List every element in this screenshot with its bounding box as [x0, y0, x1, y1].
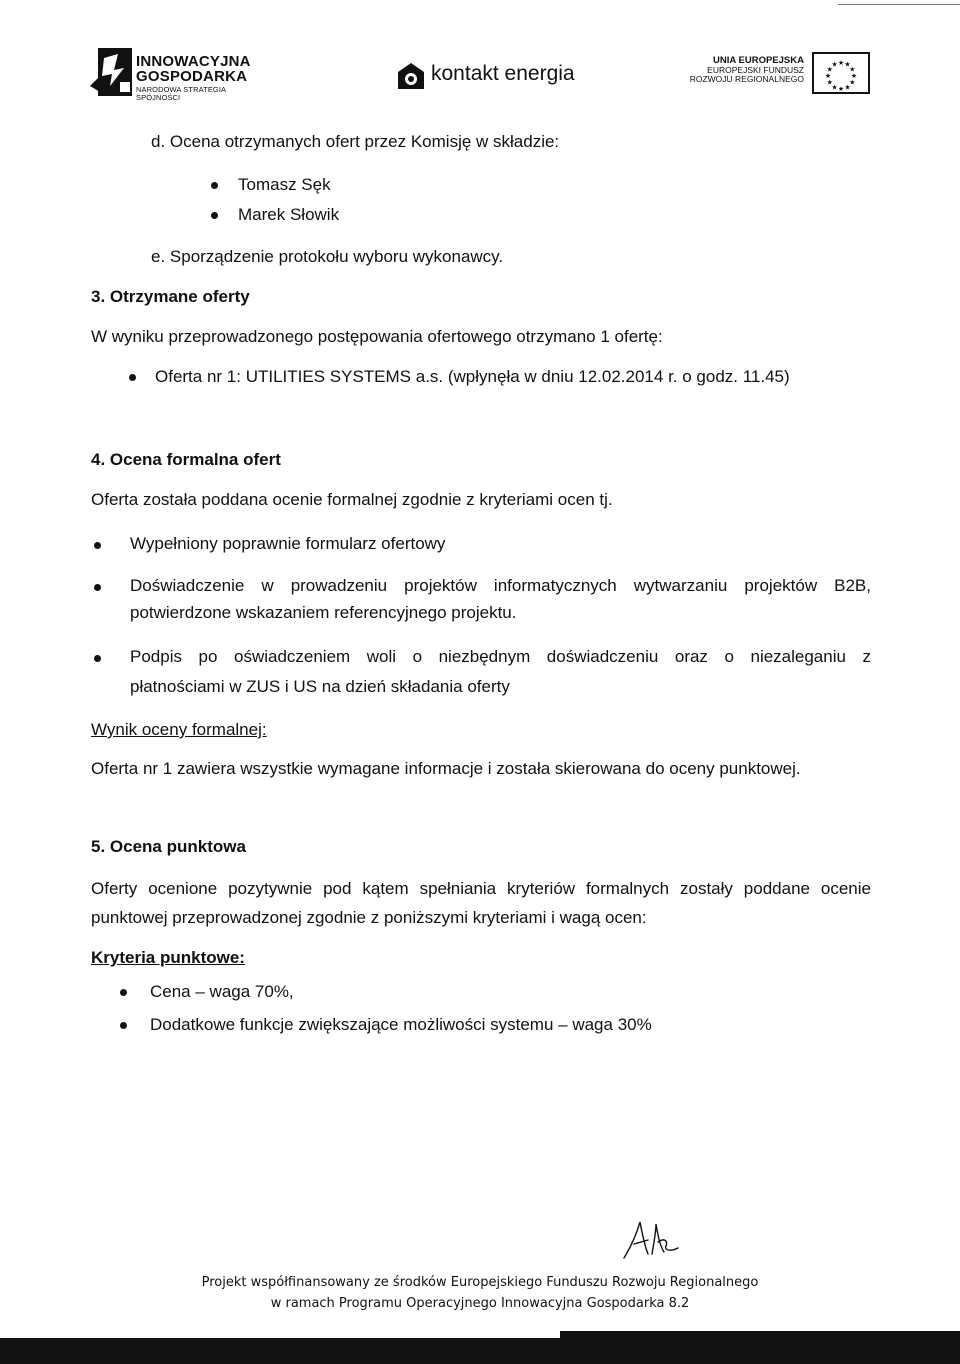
formal-criterion-3-line-1: Podpis po oświadczeniem woli o niezbędnym doświadczeniu oraz o niezaleganiu z: [130, 647, 871, 666]
section-5-intro-line-1: Oferty ocenione pozytywnie pod kątem spełniania kryteriów formalnych zostały poddane ocenie: [91, 879, 871, 898]
scan-top-line: [838, 4, 960, 5]
scan-bottom-bar: [0, 1338, 960, 1364]
kontakt-energia-icon: [397, 62, 425, 90]
handwritten-signature: [618, 1218, 688, 1262]
bullet-icon: [129, 374, 136, 381]
eu-star-icon: ★: [826, 79, 833, 87]
eu-star-icon: ★: [844, 84, 851, 92]
bullet-icon: [94, 655, 101, 662]
point-criteria-label: Kryteria punktowe:: [91, 948, 245, 967]
eu-star-icon: ★: [826, 66, 833, 74]
section-4-title: 4. Ocena formalna ofert: [91, 450, 281, 469]
formal-criterion-2-line-2: potwierdzone wskazaniem referencyjnego projektu.: [130, 603, 517, 622]
ig-logo-line-3: NARODOWA STRATEGIA SPÓJNOŚCI: [136, 85, 226, 102]
eu-star-icon: ★: [837, 86, 845, 92]
section-3-intro: W wyniku przeprowadzonego postępowania ofertowego otrzymano 1 ofertę:: [91, 327, 663, 346]
eu-logo-line-2: EUROPEJSKI FUNDUSZ: [707, 64, 804, 75]
section-5-title: 5. Ocena punktowa: [91, 837, 246, 856]
formal-result-label: Wynik oceny formalnej:: [91, 720, 267, 739]
bullet-icon: [120, 989, 127, 996]
formal-criterion-3-line-2: płatnościami w ZUS i US na dzień składania oferty: [130, 677, 510, 696]
committee-member-1: Tomasz Sęk: [238, 175, 331, 194]
innowacyjna-gospodarka-logo: [90, 46, 251, 102]
section-3-title: 3. Otrzymane oferty: [91, 287, 250, 306]
ig-logo-line-1: INNOWACYJNA: [136, 53, 251, 70]
eu-star-icon: ★: [837, 60, 845, 67]
ig-logo-line-2: GOSPODARKA: [136, 68, 248, 85]
eu-logo-line-3: ROZWOJU REGIONALNEGO: [689, 73, 804, 84]
eu-flag-icon: [812, 52, 870, 94]
formal-result-text: Oferta nr 1 zawiera wszystkie wymagane informacje i została skierowana do oceny punktowej.: [91, 759, 801, 778]
point-criterion-1: Cena – waga 70%,: [150, 982, 294, 1001]
section-5-intro-line-2: punktowej przeprowadzonej zgodnie z poniższymi kryteriami i wagą ocen:: [91, 908, 647, 927]
eu-logo-line-1: UNIA EUROPEJSKA: [713, 55, 804, 66]
kontakt-energia-text: kontakt energia: [431, 62, 575, 85]
section-4-intro: Oferta została poddana ocenie formalnej zgodnie z kryteriami ocen tj.: [91, 490, 613, 509]
bullet-icon: [211, 182, 218, 189]
eu-star-icon: ★: [844, 61, 851, 69]
eu-star-icon: ★: [849, 79, 856, 87]
offer-1-text: Oferta nr 1: UTILITIES SYSTEMS a.s. (wpłynęła w dniu 12.02.2014 r. o godz. 11.45): [155, 367, 790, 386]
bullet-icon: [94, 584, 101, 591]
committee-member-2: Marek Słowik: [238, 205, 340, 224]
eu-star-icon: ★: [831, 61, 838, 69]
section-d-heading: d. Ocena otrzymanych ofert przez Komisję w składzie:: [151, 132, 560, 151]
footer-line-2: w ramach Programu Operacyjnego Innowacyjna Gospodarka 8.2: [270, 1296, 690, 1311]
eu-star-icon: ★: [850, 73, 858, 80]
eu-star-icon: ★: [831, 84, 838, 92]
footer-line-1: Projekt współfinansowany ze środków Europejskiego Funduszu Rozwoju Regionalnego: [201, 1275, 759, 1290]
eu-star-icon: ★: [824, 73, 832, 80]
section-e-text: e. Sporządzenie protokołu wyboru wykonawcy.: [151, 247, 504, 266]
eu-logo: [689, 52, 870, 96]
bullet-icon: [94, 542, 101, 549]
bullet-icon: [120, 1022, 127, 1029]
bullet-icon: [211, 212, 218, 219]
eu-star-icon: ★: [849, 66, 856, 74]
point-criterion-2: Dodatkowe funkcje zwiększające możliwości systemu – waga 30%: [150, 1015, 652, 1034]
innowacyjna-gospodarka-icon: [90, 46, 134, 98]
formal-criterion-2-line-1: Doświadczenie w prowadzeniu projektów informatycznych wytwarzaniu projektów B2B,: [130, 576, 871, 595]
formal-criterion-1: Wypełniony poprawnie formularz ofertowy: [130, 534, 446, 553]
